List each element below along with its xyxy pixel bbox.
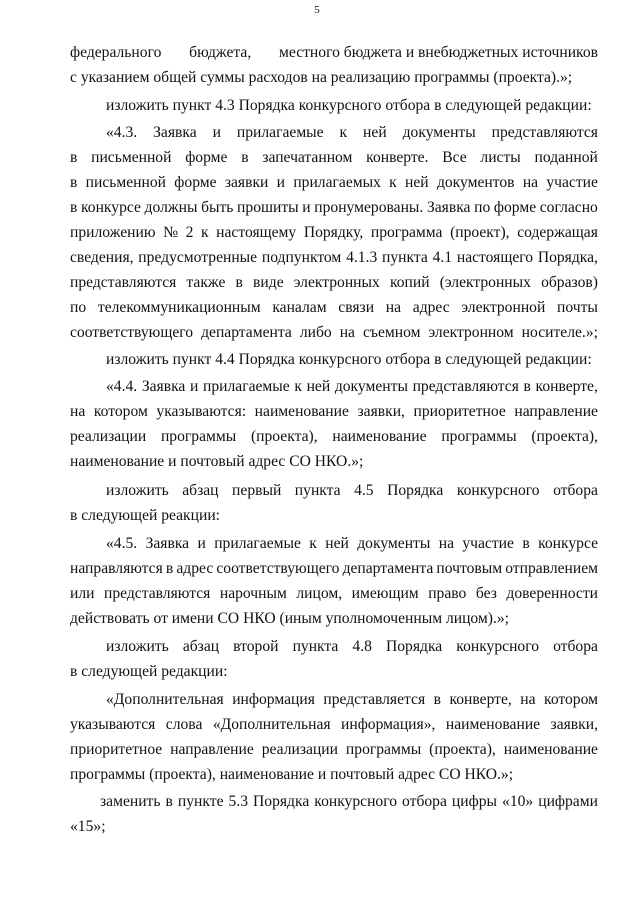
- word: 4.1.3: [346, 249, 378, 266]
- text-line: [100, 792, 598, 812]
- text-line: [70, 273, 598, 293]
- word: настоящему: [216, 224, 297, 241]
- word: программы: [441, 428, 517, 445]
- word: к: [200, 224, 209, 241]
- word: и: [190, 378, 199, 395]
- word: копий: [389, 274, 430, 291]
- word: реализации: [70, 428, 147, 445]
- word: «Дополнительная: [212, 716, 331, 733]
- word: в: [523, 378, 531, 395]
- word: запечатанном: [262, 149, 353, 166]
- word: наименование: [332, 428, 427, 445]
- text-line: [106, 481, 598, 501]
- word: пункте: [177, 793, 224, 810]
- word: доверенности: [506, 585, 598, 602]
- word: информация»,: [341, 716, 436, 733]
- word: почтовым: [436, 560, 503, 577]
- word: заявки,: [357, 403, 405, 420]
- word: 5.3: [228, 793, 249, 810]
- word: в: [241, 149, 249, 166]
- word: настоящего: [456, 249, 534, 266]
- text-line: программы (проекта), наименование и почтовый адрес СО НКО.»;: [70, 766, 514, 783]
- word: программы: [160, 428, 237, 445]
- text-line: [70, 740, 598, 760]
- word: прошиты: [237, 199, 299, 216]
- word: ней: [405, 174, 429, 191]
- word: реализации: [261, 741, 338, 758]
- text-line: изложить пункт 4.4 Порядка конкурсного отбора в следующей редакции:: [106, 351, 592, 368]
- word: электронном: [428, 324, 514, 341]
- word: и: [212, 124, 221, 141]
- word: участие: [462, 535, 514, 552]
- word: либо: [299, 324, 332, 341]
- word: абзац: [182, 638, 220, 655]
- word: или: [70, 585, 95, 602]
- word: сведения,: [70, 249, 134, 266]
- word: абзац: [182, 482, 219, 499]
- word: пункта: [382, 249, 428, 266]
- text-line: [70, 402, 598, 422]
- word: пронумерованы.: [314, 199, 424, 216]
- word: на: [70, 403, 86, 420]
- word: связи: [338, 299, 375, 316]
- text-line: [106, 123, 598, 143]
- word: информация: [232, 691, 315, 708]
- word: Порядку,: [303, 224, 364, 241]
- word: в: [70, 174, 78, 191]
- word: Заявка: [153, 124, 197, 141]
- word: образов): [541, 274, 598, 291]
- word: Заявка: [145, 535, 190, 552]
- word: изложить: [106, 638, 169, 655]
- word: содержащая: [517, 224, 598, 241]
- word: в: [70, 199, 78, 216]
- word: документов: [436, 174, 515, 191]
- word: пункта: [294, 482, 341, 499]
- word: письменной: [85, 174, 167, 191]
- word: направляются: [70, 560, 163, 577]
- word: носителе.»;: [521, 324, 598, 341]
- word: письменной: [91, 149, 172, 166]
- word: цифрами: [538, 793, 598, 810]
- text-line: с указанием общей суммы расходов на реализацию программы (проекта).»;: [70, 69, 573, 86]
- word: представляются: [70, 274, 177, 291]
- word: слова: [165, 716, 203, 733]
- word: 4.5: [354, 482, 374, 499]
- word: электронной: [461, 299, 546, 316]
- word: «4.3.: [106, 124, 138, 141]
- word: подпунктом: [261, 249, 342, 266]
- word: нарочным: [219, 585, 287, 602]
- text-line: [70, 173, 598, 193]
- word: и: [197, 535, 206, 552]
- word: департамента: [342, 560, 434, 577]
- text-line: в следующей реакции:: [70, 507, 221, 524]
- word: и: [302, 199, 311, 216]
- word: почты: [557, 299, 598, 316]
- word: по: [474, 199, 491, 216]
- word: согласно: [539, 199, 598, 216]
- word: конкурсного: [456, 638, 540, 655]
- word: наименование: [254, 403, 349, 420]
- text-line: [70, 323, 598, 343]
- word: в: [70, 149, 78, 166]
- word: в: [235, 274, 243, 291]
- word: конкурсного: [456, 482, 540, 499]
- text-line: [70, 298, 598, 318]
- word: отбора: [553, 482, 598, 499]
- word: в: [165, 560, 174, 577]
- text-line: [106, 637, 598, 657]
- word: программа: [370, 224, 443, 241]
- word: ней: [363, 124, 387, 141]
- word: местного бюджета и внебюджетных источников: [279, 44, 598, 61]
- word: телекоммуникационным: [97, 299, 261, 316]
- word: к: [389, 174, 397, 191]
- word: второй: [233, 638, 279, 655]
- word: (проекта),: [531, 428, 598, 445]
- word: участие: [546, 174, 598, 191]
- word: первый: [232, 482, 282, 499]
- word: Заявка: [141, 378, 186, 395]
- word: 2: [185, 224, 194, 241]
- word: (электронных: [439, 274, 531, 291]
- word: котором: [544, 691, 598, 708]
- word: направление: [170, 741, 254, 758]
- text-line: изложить пункт 4.3 Порядка конкурсного отбора в следующей редакции:: [106, 97, 592, 114]
- word: имеющим: [351, 585, 419, 602]
- word: отбора: [553, 638, 598, 655]
- text-line: [70, 198, 598, 218]
- word: документы: [334, 378, 408, 395]
- word: заявки: [224, 174, 269, 191]
- text-line: [70, 559, 598, 579]
- word: «4.5.: [106, 535, 138, 552]
- word: «4.4.: [106, 378, 138, 395]
- text-line: [70, 43, 598, 63]
- word: предусмотренные: [138, 249, 258, 266]
- word: «Дополнительная: [106, 691, 224, 708]
- word: форме: [493, 199, 537, 216]
- word: пункта: [292, 638, 339, 655]
- word: конкурсе: [81, 199, 141, 216]
- word: 4.1: [432, 249, 453, 266]
- text-line: «15»;: [70, 818, 106, 835]
- text-line: [106, 377, 598, 397]
- word: документы: [357, 535, 431, 552]
- word: Заявка: [426, 199, 471, 216]
- word: отбора: [402, 793, 447, 810]
- word: на: [339, 324, 355, 341]
- word: №: [163, 224, 178, 241]
- word: соответствующего: [216, 560, 340, 577]
- text-line: [70, 715, 598, 735]
- text-line: [70, 427, 598, 447]
- word: листы: [480, 149, 521, 166]
- word: Порядка,: [537, 249, 598, 266]
- word: каналам: [272, 299, 327, 316]
- word: указываются: [70, 716, 156, 733]
- word: форме: [185, 149, 228, 166]
- word: (проект),: [450, 224, 510, 241]
- word: на: [522, 174, 539, 191]
- word: на: [438, 535, 454, 552]
- word: быть: [201, 199, 234, 216]
- text-line: [70, 248, 598, 268]
- word: наименование: [445, 716, 541, 733]
- word: и: [276, 174, 286, 191]
- word: котором: [93, 403, 148, 420]
- word: цифры: [451, 793, 497, 810]
- word: конверте,: [535, 378, 598, 395]
- word: на: [385, 299, 402, 316]
- word: в: [165, 793, 173, 810]
- word: форме: [174, 174, 217, 191]
- word: федерального: [70, 44, 162, 61]
- word: приоритетное: [413, 403, 506, 420]
- word: на: [520, 691, 536, 708]
- word: департамента: [201, 324, 292, 341]
- word: заявки,: [550, 716, 598, 733]
- word: адрес: [176, 560, 214, 577]
- word: изложить: [106, 482, 169, 499]
- text-line: [70, 584, 598, 604]
- word: электронных: [293, 274, 380, 291]
- word: прилагаемых: [293, 174, 381, 191]
- word: поданной: [534, 149, 598, 166]
- word: (проекта),: [429, 741, 496, 758]
- word: приложению: [70, 224, 156, 241]
- word: адрес: [412, 299, 450, 316]
- text-line: [70, 223, 598, 243]
- word: заменить: [100, 793, 161, 810]
- word: к: [294, 378, 302, 395]
- word: приоритетное: [70, 741, 163, 758]
- word: Порядка: [385, 638, 443, 655]
- word: бюджета,: [189, 44, 252, 61]
- word: документы: [402, 124, 476, 141]
- text-line: в следующей редакции:: [70, 663, 228, 680]
- word: представляются: [104, 585, 211, 602]
- word: также: [186, 274, 226, 291]
- word: конкурсного: [314, 793, 398, 810]
- word: представляется: [323, 691, 426, 708]
- word: прилагаемые: [203, 378, 290, 395]
- text-line: действовать от имени СО НКО (иным уполномоченным лицом).»;: [70, 610, 510, 627]
- word: указываются:: [156, 403, 247, 420]
- word: «10»: [502, 793, 534, 810]
- word: к: [309, 535, 317, 552]
- word: в: [522, 535, 530, 552]
- word: прилагаемые: [214, 535, 301, 552]
- word: соответствующего: [70, 324, 194, 341]
- word: прилагаемые: [236, 124, 324, 141]
- text-line: [70, 148, 598, 168]
- word: к: [339, 124, 348, 141]
- text-line: [106, 690, 598, 710]
- word: наименование: [503, 741, 598, 758]
- word: без: [475, 585, 497, 602]
- word: программы: [345, 741, 422, 758]
- word: Порядка: [387, 482, 444, 499]
- word: съемном: [362, 324, 421, 341]
- word: ней: [306, 378, 331, 395]
- word: должны: [144, 199, 198, 216]
- word: в: [433, 691, 441, 708]
- text-line: [106, 534, 598, 554]
- word: Все: [442, 149, 467, 166]
- word: ней: [325, 535, 349, 552]
- word: представляются: [412, 378, 519, 395]
- word: (проекта),: [250, 428, 318, 445]
- word: 4.8: [352, 638, 372, 655]
- word: конкурсе: [538, 535, 598, 552]
- word: отправлением: [505, 560, 598, 577]
- word: конверте,: [449, 691, 512, 708]
- word: направление: [514, 403, 598, 420]
- word: виде: [253, 274, 284, 291]
- word: представляются: [491, 124, 598, 141]
- word: конверте.: [366, 149, 429, 166]
- word: по: [70, 299, 87, 316]
- word: право: [428, 585, 467, 602]
- word: лицом,: [296, 585, 343, 602]
- text-line: наименование и почтовый адрес СО НКО.»;: [70, 453, 364, 470]
- word: Порядка: [253, 793, 310, 810]
- page-number: 5: [314, 4, 320, 16]
